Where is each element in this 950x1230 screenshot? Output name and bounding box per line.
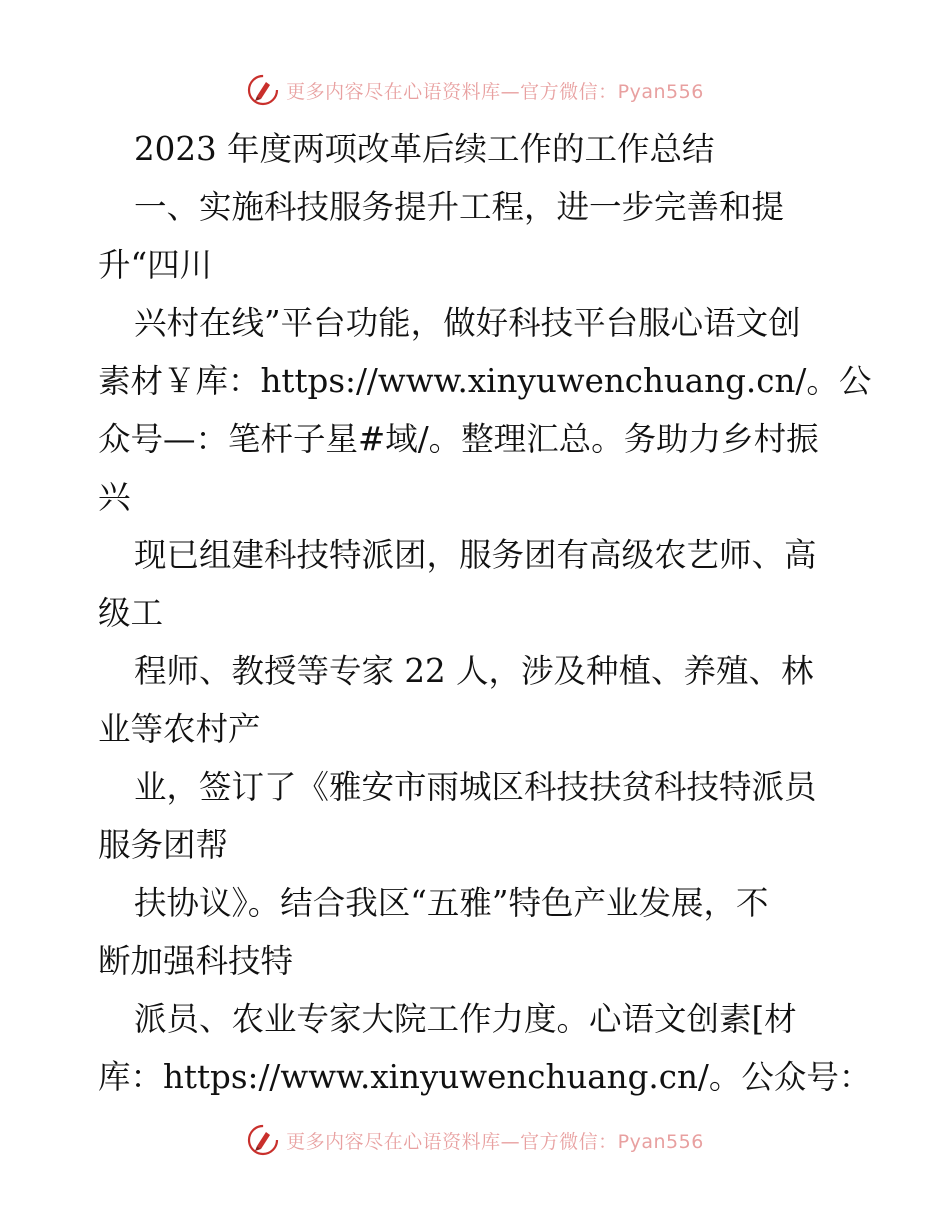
text-line: 业等农村产	[98, 710, 261, 748]
text-line: 库：https://www.xinyuwenchuang.cn/。公众号：	[98, 1058, 872, 1096]
text-line: 业，签订了《雅安市雨城区科技扶贫科技特派员	[134, 768, 817, 806]
footer-watermark-text: 更多内容尽在心语资料库—官方微信：Pyan556	[286, 1130, 704, 1153]
text-line: 断加强科技特	[98, 942, 294, 980]
text-line: 现已组建科技特派团，服务团有高级农艺师、高	[134, 536, 817, 574]
text-line: 程师、教授等专家 22 人，涉及种植、养殖、林	[134, 652, 814, 690]
text-line: 素材￥库：https://www.xinyuwenchuang.cn/。公	[98, 362, 872, 400]
text-line: 一、实施科技服务提升工程，进一步完善和提	[134, 188, 785, 226]
header-watermark-text: 更多内容尽在心语资料库—官方微信：Pyan556	[286, 80, 704, 103]
text-line: 服务团帮	[98, 826, 229, 864]
header-watermark	[0, 70, 950, 110]
text-line: 众号—：笔杆子星#域/。整理汇总。务助力乡村振	[98, 420, 819, 458]
text-line: 兴村在线”平台功能，做好科技平台服心语文创	[134, 304, 801, 342]
text-line: 扶协议》。结合我区“五雅”特色产业发展，不	[134, 884, 769, 922]
document-title: 2023 年度两项改革后续工作的工作总结	[134, 130, 715, 168]
text-line: 升“四川	[98, 246, 213, 284]
text-line: 派员、农业专家大院工作力度。心语文创素[材	[134, 1000, 797, 1038]
text-line: 兴	[98, 478, 131, 516]
pen-nib-logo-icon	[246, 1123, 280, 1157]
footer-watermark	[0, 1120, 950, 1160]
pen-nib-logo-icon	[246, 73, 280, 107]
text-line: 级工	[98, 594, 164, 632]
